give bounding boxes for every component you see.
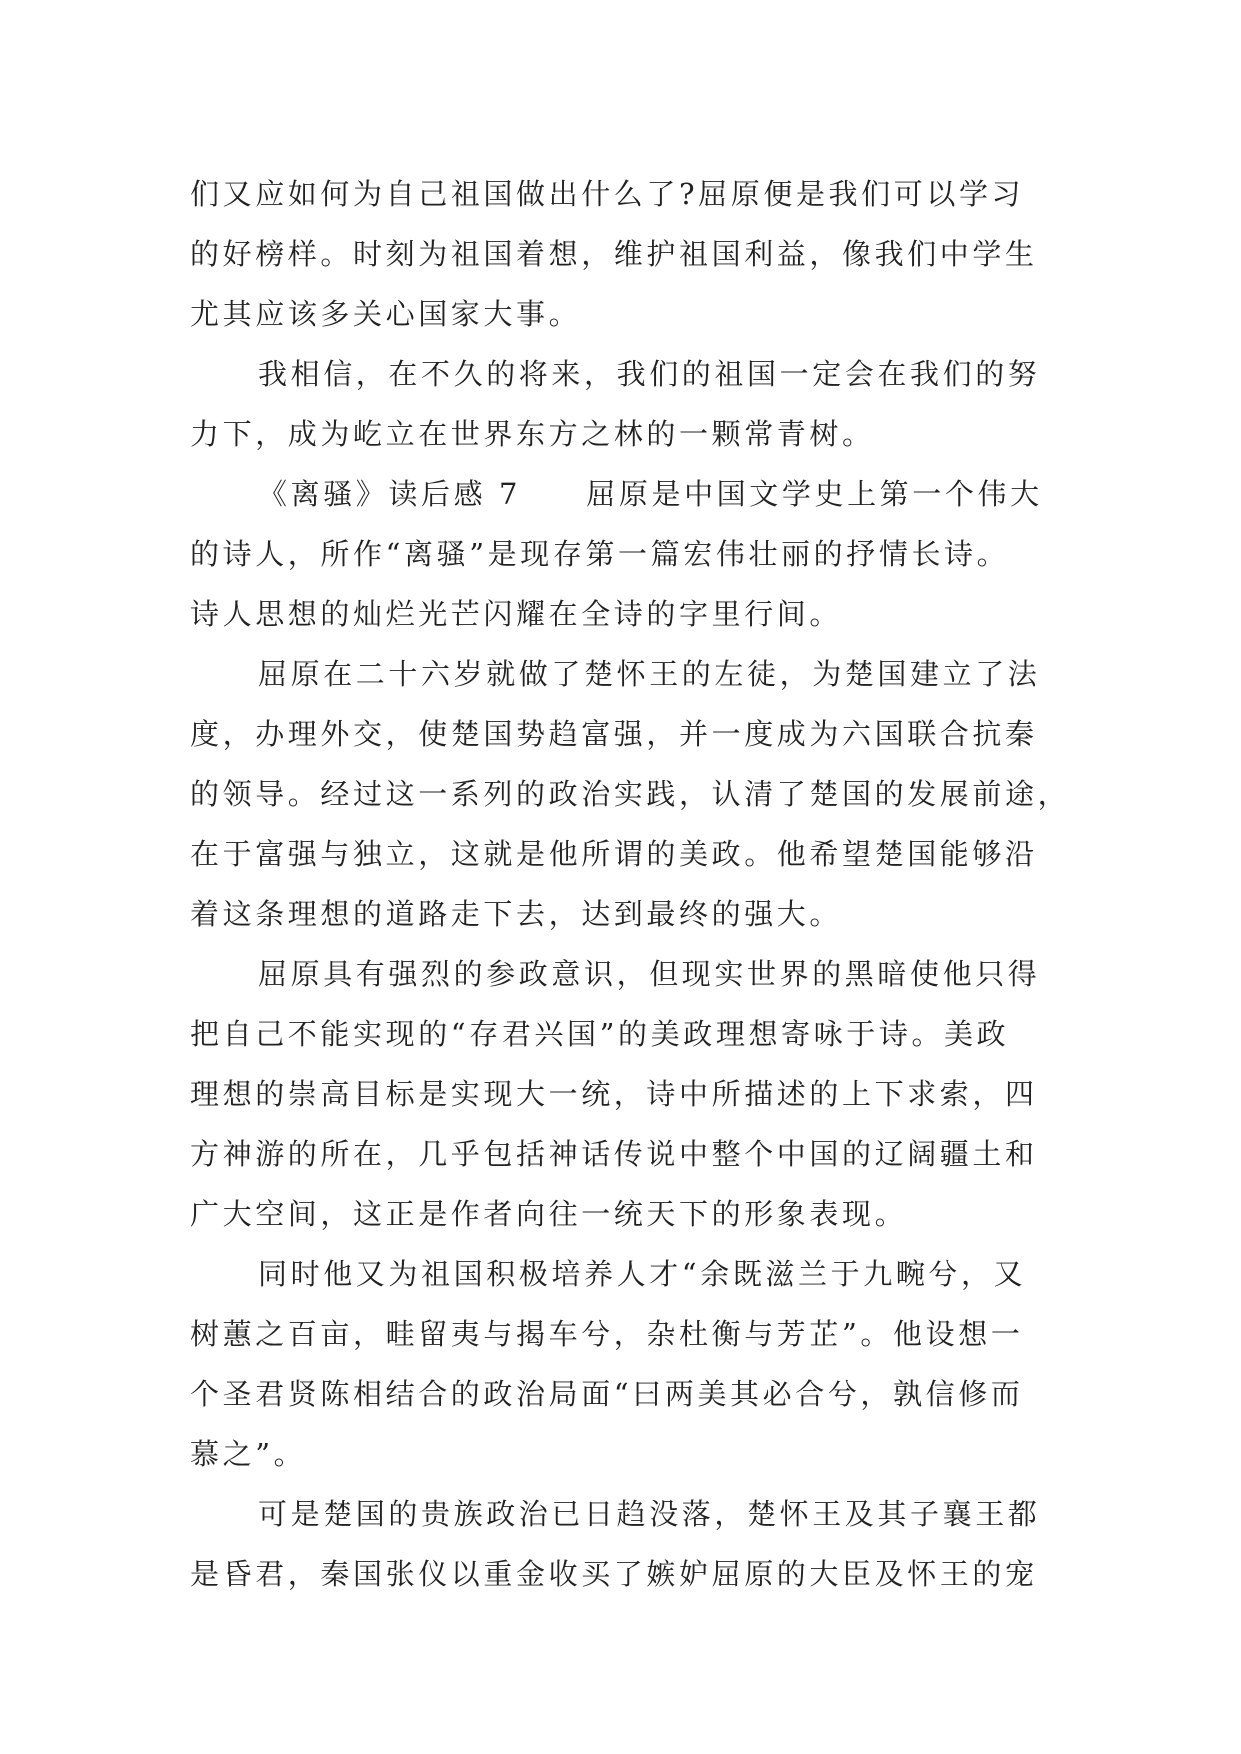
- text-line: 个圣君贤陈相结合的政治局面“曰两美其必合兮，孰信修而: [190, 1377, 1024, 1411]
- text-line: 在于富强与独立，这就是他所谓的美政。他希望楚国能够沿: [190, 837, 1038, 871]
- text-line: 们又应如何为自己祖国做出什么了?屈原便是我们可以学习: [190, 177, 1025, 211]
- text-line: 的诗人，所作“离骚”是现存第一篇宏伟壮丽的抒情长诗。: [190, 537, 1010, 571]
- text-line: 树蕙之百亩，畦留夷与揭车兮，杂杜衡与芳芷”。他设想一: [190, 1317, 1024, 1351]
- paragraph-first-line: 可是楚国的贵族政治已日趋没落，楚怀王及其子襄王都: [258, 1497, 1041, 1531]
- section-heading-line: 《离骚》读后感 7 屈原是中国文学史上第一个伟大: [258, 477, 1043, 511]
- text-line: 的领导。经过这一系列的政治实践，认清了楚国的发展前途，: [190, 777, 1071, 811]
- text-line: 慕之”。: [190, 1437, 307, 1471]
- text-line: 广大空间，这正是作者向往一统天下的形象表现。: [190, 1197, 908, 1231]
- paragraph-first-line: 我相信，在不久的将来，我们的祖国一定会在我们的努: [258, 357, 1041, 391]
- paragraph-first-line: 屈原具有强烈的参政意识，但现实世界的黑暗使他只得: [258, 957, 1041, 991]
- text-line: 是昏君，秦国张仪以重金收买了嫉妒屈原的大臣及怀王的宠: [190, 1557, 1038, 1591]
- text-line: 着这条理想的道路走下去，达到最终的强大。: [190, 897, 843, 931]
- text-line: 的好榜样。时刻为祖国着想，维护祖国利益，像我们中学生: [190, 237, 1038, 271]
- body-text: [190, 164, 1070, 1604]
- text-line: 度，办理外交，使楚国势趋富强，并一度成为六国联合抗秦: [190, 717, 1038, 751]
- text-line: 诗人思想的灿烂光芒闪耀在全诗的字里行间。: [190, 597, 843, 631]
- text-line: 尤其应该多关心国家大事。: [190, 297, 582, 331]
- paragraph-first-line: 同时他又为祖国积极培养人才“余既滋兰于九畹兮，又: [258, 1257, 1027, 1291]
- paragraph-first-line: 屈原在二十六岁就做了楚怀王的左徒，为楚国建立了法: [258, 657, 1041, 691]
- text-line: 力下，成为屹立在世界东方之林的一颗常青树。: [190, 417, 875, 451]
- text-line: 方神游的所在，几乎包括神话传说中整个中国的辽阔疆土和: [190, 1137, 1038, 1171]
- text-line: 理想的崇高目标是实现大一统，诗中所描述的上下求索，四: [190, 1077, 1038, 1111]
- text-line: 把自己不能实现的“存君兴国”的美政理想寄咏于诗。美政: [190, 1017, 1010, 1051]
